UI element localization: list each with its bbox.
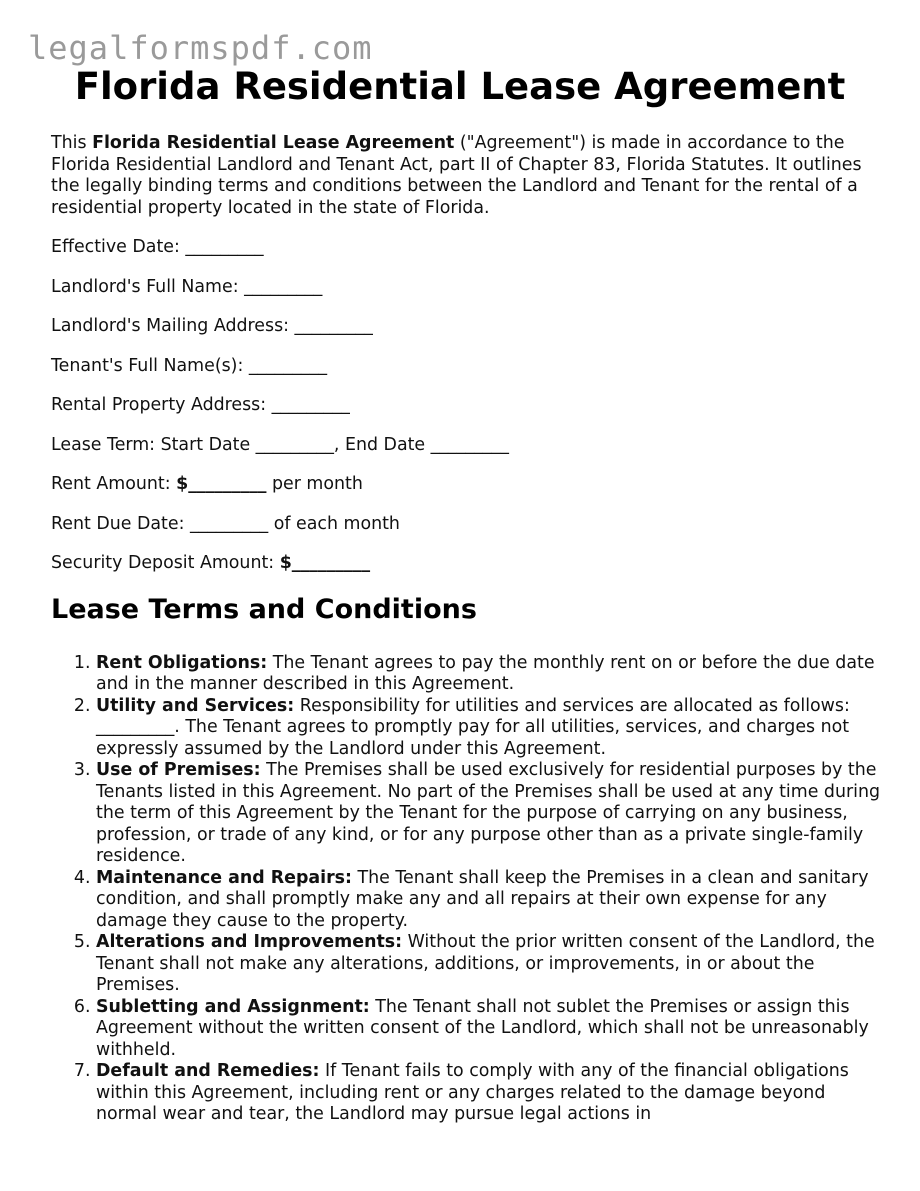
field-rent-amount [51,474,881,496]
term-title: Alterations and Improvements: [96,932,403,952]
intro-rest: ("Agreement") is made in accordance to the Florida Residential Landlord and Tenant Act, part II of Chapter 83, Florida Statutes. It outlines the legally binding terms and conditions between the Landlord and Tenant for the rental of a residential property located in the state of Florida. [51,133,862,218]
field-tenant-names: Tenant's Full Name(s): _________ [51,355,328,376]
intro-paragraph [51,133,881,219]
term-title: Default and Remedies: [96,1061,320,1081]
rent-amount-blank: $_________ [176,474,267,494]
term-item-subletting [96,997,881,1062]
term-item-default-remedies [96,1061,881,1126]
field-landlord-address: Landlord's Mailing Address: _________ [51,316,373,336]
term-text: Without the prior written consent of the Landlord, the Tenant shall not make any alterations, additions, or improvements, in or about the Premises. [96,932,875,995]
section-heading-terms: Lease Terms and Conditions [51,593,477,625]
term-text: If Tenant fails to comply with any of the financial obligations within this Agreement, including rent or any charges related to the damage beyond normal wear and tear, the Landlord may pursue legal actions in [96,1061,849,1124]
field-effective-date: Effective Date: _________ [51,237,264,257]
term-text: The Tenant shall not sublet the Premises or assign this Agreement without the written consent of the Landlord, which shall not be unreasonably withheld. [96,996,869,1060]
field-security-deposit [51,553,881,575]
term-title: Subletting and Assignment: [96,996,370,1017]
term-item-utility-services [96,696,881,761]
term-text: The Tenant agrees to pay the monthly rent on or before the due date and in the manner described in this Agreement. [96,652,875,694]
term-item-maintenance-repairs [96,868,881,933]
term-text: The Premises shall be used exclusively for residential purposes by the Tenants listed in this Agreement. No part of the Premises shall be used at any time during the term of this Agreement by the Tenant for the purpose of carrying on any business, profession, or trade of any kind, or for any purpose other than as a private single-family residence. [96,760,881,866]
term-item-alterations [96,932,881,997]
term-title: Utility and Services: [96,695,295,716]
security-deposit-blank: $_________ [279,553,371,573]
intro-bold-title: Florida Residential Lease Agreement [92,133,455,153]
watermark-logo: legalformspdf.com [28,29,373,67]
terms-list [51,653,881,1126]
term-title: Maintenance and Repairs: [96,867,352,888]
field-property-address: Rental Property Address: _________ [51,395,350,415]
document-body [51,133,881,1126]
field-landlord-name: Landlord's Full Name: _________ [51,276,323,297]
rent-amount-suffix: per month [266,474,363,494]
term-text: Responsibility for utilities and services are allocated as follows: _________. The Tenant agrees to promptly pay for all utilities, services, and charges not expressly assumed by the Landlord under this Agreement. [96,695,850,759]
term-title: Rent Obligations: [96,652,268,673]
field-lease-term: Lease Term: Start Date _________, End Date _________ [51,434,509,455]
rent-amount-label: Rent Amount: [51,474,177,494]
document-title: Florida Residential Lease Agreement [74,65,846,108]
security-deposit-label: Security Deposit Amount: [51,553,280,573]
term-item-use-of-premises [96,760,881,868]
term-text: The Tenant shall keep the Premises in a clean and sanitary condition, and shall promptly make any and all repairs at their own expense for any damage they cause to the property. [96,867,869,931]
term-title: Use of Premises: [96,760,261,780]
term-item-rent-obligations [96,653,881,696]
intro-prefix: This [51,133,93,153]
field-rent-due-date: Rent Due Date: _________ of each month [51,513,400,534]
